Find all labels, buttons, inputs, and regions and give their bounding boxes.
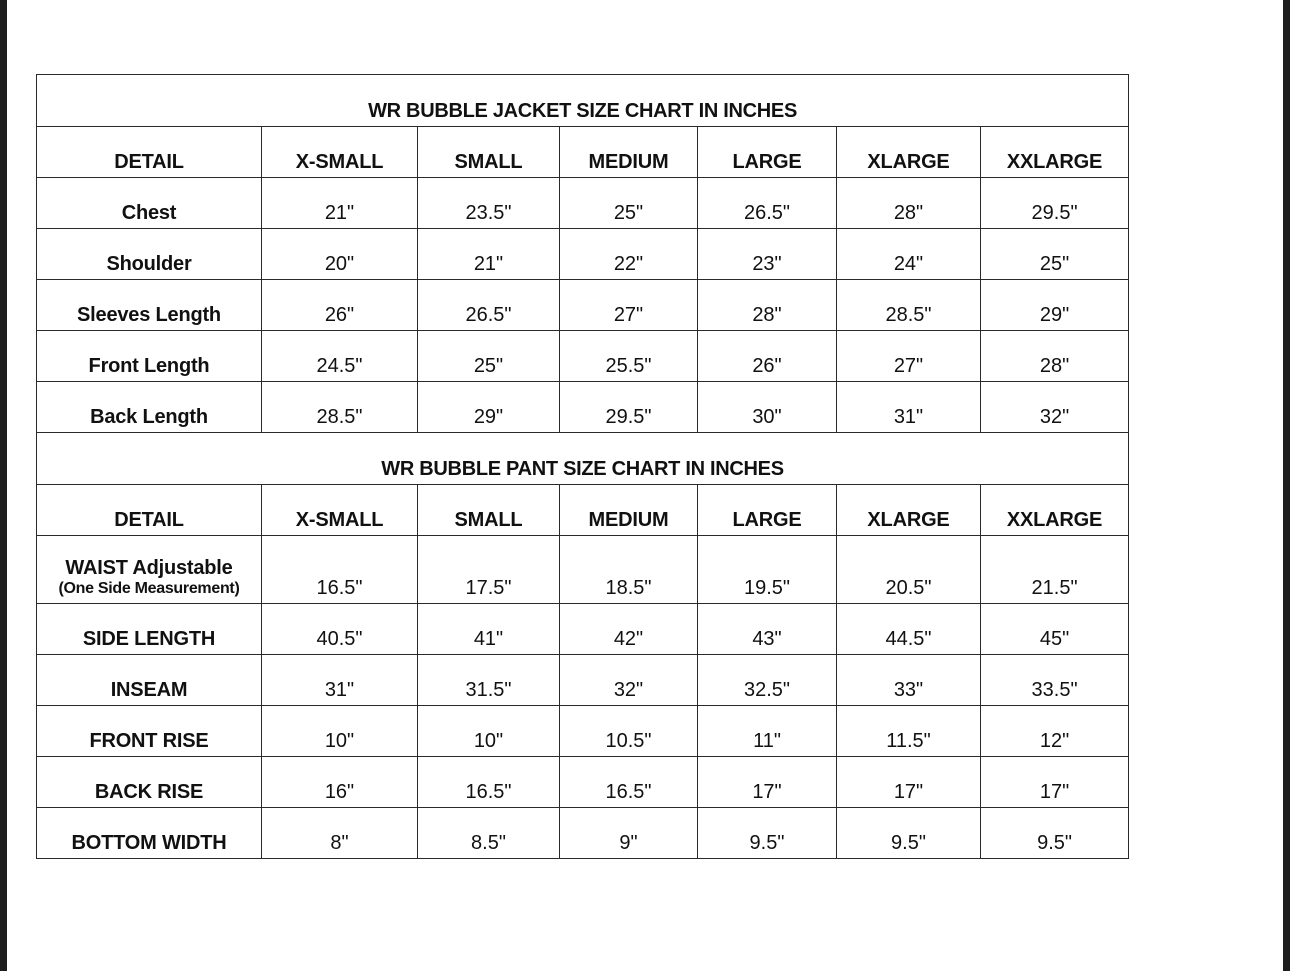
column-header: LARGE: [698, 485, 837, 536]
row-label: INSEAM: [37, 655, 262, 706]
right-edge-bar: [1283, 0, 1290, 971]
table-cell: 28.5": [262, 382, 418, 433]
size-chart-table: [36, 74, 1129, 859]
row-label: Back Length: [37, 382, 262, 433]
table-cell: 21": [418, 229, 560, 280]
table-cell: 21.5": [981, 536, 1129, 604]
table-cell: 8": [262, 808, 418, 859]
jacket-section: [37, 75, 1129, 433]
row-label-sub: (One Side Measurement): [58, 580, 240, 597]
column-header: X-SMALL: [262, 127, 418, 178]
table-cell: 25": [418, 331, 560, 382]
table-cell: 28": [698, 280, 837, 331]
left-edge-bar: [0, 0, 7, 971]
table-row: [37, 280, 1129, 331]
table-cell: 10": [418, 706, 560, 757]
column-header: DETAIL: [37, 485, 262, 536]
table-cell: 32.5": [698, 655, 837, 706]
table-cell: 25": [981, 229, 1129, 280]
jacket-header-row: [37, 127, 1129, 178]
table-row: [37, 178, 1129, 229]
table-cell: 42": [560, 604, 698, 655]
column-header: DETAIL: [37, 127, 262, 178]
table-cell: 29.5": [981, 178, 1129, 229]
table-row: [37, 655, 1129, 706]
table-cell: 26": [698, 331, 837, 382]
table-cell: 9.5": [698, 808, 837, 859]
table-cell: 43": [698, 604, 837, 655]
table-cell: 31.5": [418, 655, 560, 706]
table-cell: 24.5": [262, 331, 418, 382]
table-cell: 26": [262, 280, 418, 331]
table-cell: 21": [262, 178, 418, 229]
table-row: [37, 706, 1129, 757]
column-header: SMALL: [418, 127, 560, 178]
table-cell: 23": [698, 229, 837, 280]
table-cell: 41": [418, 604, 560, 655]
table-cell: 24": [837, 229, 981, 280]
column-header: LARGE: [698, 127, 837, 178]
table-row: [37, 229, 1129, 280]
table-cell: 20.5": [837, 536, 981, 604]
table-cell: 26.5": [698, 178, 837, 229]
column-header: SMALL: [418, 485, 560, 536]
table-cell: 20": [262, 229, 418, 280]
row-label: BOTTOM WIDTH: [37, 808, 262, 859]
column-header: MEDIUM: [560, 485, 698, 536]
table-cell: 9.5": [837, 808, 981, 859]
table-cell: 9": [560, 808, 698, 859]
table-row: [37, 331, 1129, 382]
table-row: [37, 382, 1129, 433]
table-cell: 28": [981, 331, 1129, 382]
row-label: Front Length: [37, 331, 262, 382]
table-cell: 28.5": [837, 280, 981, 331]
row-label: BACK RISE: [37, 757, 262, 808]
pant-header-row: [37, 485, 1129, 536]
pant-chart-title: WR BUBBLE PANT SIZE CHART IN INCHES: [37, 433, 1129, 485]
table-cell: 23.5": [418, 178, 560, 229]
table-cell: 30": [698, 382, 837, 433]
table-cell: 31": [837, 382, 981, 433]
table-row: [37, 536, 1129, 604]
column-header: XLARGE: [837, 485, 981, 536]
table-cell: 25.5": [560, 331, 698, 382]
jacket-chart-title: WR BUBBLE JACKET SIZE CHART IN INCHES: [37, 75, 1129, 127]
table-cell: 22": [560, 229, 698, 280]
table-cell: 16.5": [418, 757, 560, 808]
table-cell: 29": [981, 280, 1129, 331]
column-header: XXLARGE: [981, 127, 1129, 178]
table-row: [37, 808, 1129, 859]
table-cell: 27": [560, 280, 698, 331]
table-cell: 45": [981, 604, 1129, 655]
table-cell: 17": [837, 757, 981, 808]
column-header: XLARGE: [837, 127, 981, 178]
table-cell: 9.5": [981, 808, 1129, 859]
table-cell: 25": [560, 178, 698, 229]
table-cell: 17.5": [418, 536, 560, 604]
table-cell: 40.5": [262, 604, 418, 655]
column-header: XXLARGE: [981, 485, 1129, 536]
table-cell: 11.5": [837, 706, 981, 757]
row-label: Sleeves Length: [37, 280, 262, 331]
row-label: [37, 536, 262, 604]
column-header: MEDIUM: [560, 127, 698, 178]
table-cell: 32": [560, 655, 698, 706]
table-cell: 10": [262, 706, 418, 757]
row-label-main: WAIST Adjustable: [65, 557, 233, 579]
table-cell: 26.5": [418, 280, 560, 331]
table-cell: 16.5": [560, 757, 698, 808]
table-cell: 18.5": [560, 536, 698, 604]
row-label: Chest: [37, 178, 262, 229]
table-cell: 11": [698, 706, 837, 757]
table-cell: 33.5": [981, 655, 1129, 706]
table-cell: 33": [837, 655, 981, 706]
table-cell: 44.5": [837, 604, 981, 655]
table-cell: 17": [981, 757, 1129, 808]
table-cell: 29.5": [560, 382, 698, 433]
table-row: [37, 604, 1129, 655]
table-cell: 31": [262, 655, 418, 706]
pant-section: [37, 433, 1129, 859]
table-cell: 28": [837, 178, 981, 229]
table-row: [37, 757, 1129, 808]
column-header: X-SMALL: [262, 485, 418, 536]
table-cell: 17": [698, 757, 837, 808]
table-cell: 16": [262, 757, 418, 808]
table-cell: 10.5": [560, 706, 698, 757]
table-cell: 8.5": [418, 808, 560, 859]
table-cell: 27": [837, 331, 981, 382]
table-cell: 16.5": [262, 536, 418, 604]
row-label: Shoulder: [37, 229, 262, 280]
table-cell: 32": [981, 382, 1129, 433]
table-cell: 12": [981, 706, 1129, 757]
row-label: FRONT RISE: [37, 706, 262, 757]
row-label: SIDE LENGTH: [37, 604, 262, 655]
table-cell: 29": [418, 382, 560, 433]
table-cell: 19.5": [698, 536, 837, 604]
